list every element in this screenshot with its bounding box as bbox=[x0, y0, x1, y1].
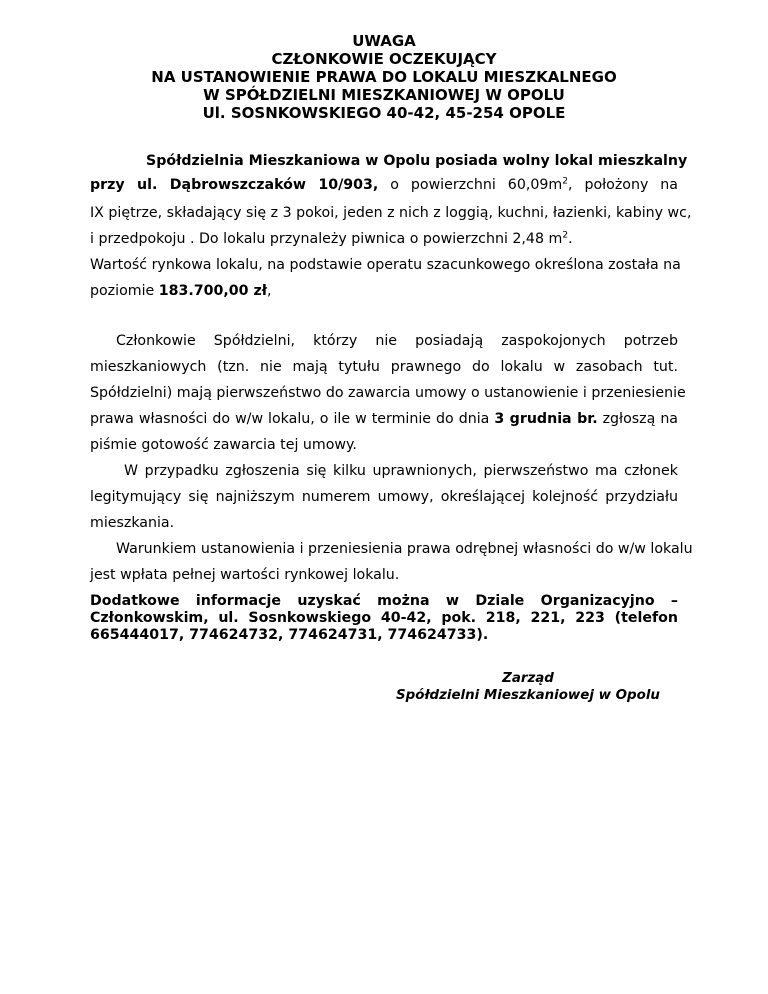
basement-sup: 2 bbox=[562, 230, 569, 241]
condition-text-2: jest wpłata pełnej wartości rynkowej lokalu. bbox=[90, 567, 400, 583]
members-line-4 bbox=[90, 410, 678, 428]
flat-address: przy ul. Dąbrowszczaków 10/903, bbox=[90, 177, 379, 193]
info-text-3: 665444017, 774624732, 774624731, 774624733). bbox=[90, 627, 489, 643]
deadline-date: 3 grudnia br. bbox=[494, 411, 598, 427]
value-prefix: poziomie bbox=[90, 283, 155, 299]
intro-line-2 bbox=[90, 176, 678, 194]
condition-line-1 bbox=[116, 540, 693, 558]
condition-text-1: Warunkiem ustanowienia i przeniesienia prawa odrębnej własności do w/w lokalu bbox=[116, 541, 693, 557]
members-text-1: Członkowie Spółdzielni, którzy nie posiadają zaspokojonych potrzeb bbox=[116, 333, 678, 349]
priority-text-1: W przypadku zgłoszenia się kilku uprawnionych, pierwszeństwo ma członek bbox=[124, 463, 678, 479]
signature-org: Spółdzielni Mieszkaniowej w Opolu bbox=[396, 688, 660, 703]
value-end: , bbox=[266, 283, 272, 299]
signature-title: Zarząd bbox=[502, 671, 554, 686]
heading-line-2: CZŁONKOWIE OCZEKUJĄCY bbox=[271, 50, 497, 68]
heading-line-5: Ul. SOSNKOWSKIEGO 40-42, 45-254 OPOLE bbox=[202, 104, 566, 122]
basement-end: . bbox=[568, 231, 573, 247]
value-line-2 bbox=[90, 282, 678, 300]
members-text-4a: prawa własności do w/w lokalu, o ile w terminie do dnia bbox=[90, 411, 490, 427]
intro-line-4 bbox=[90, 230, 678, 248]
flat-area-sup: 2 bbox=[562, 176, 568, 187]
heading-title: UWAGA bbox=[352, 32, 416, 50]
members-line-2 bbox=[90, 358, 678, 376]
signature-block bbox=[350, 670, 706, 704]
members-text-4b: zgłoszą na bbox=[602, 411, 679, 427]
heading-line-4: W SPÓŁDZIELNI MIESZKANIOWEJ W OPOLU bbox=[203, 86, 565, 104]
priority-text-3: mieszkania. bbox=[90, 515, 175, 531]
members-line-1 bbox=[116, 332, 678, 350]
members-text-3: Spółdzielni) mają pierwszeństwo do zawarcia umowy o ustanowienie i przeniesienie bbox=[90, 385, 686, 401]
members-text-2: mieszkaniowych (tzn. nie mają tytułu prawnego do lokalu w zasobach tut. bbox=[90, 359, 678, 375]
members-text-5: piśmie gotowość zawarcia tej umowy. bbox=[90, 437, 357, 453]
condition-line-2 bbox=[90, 566, 678, 584]
priority-line-3 bbox=[90, 514, 678, 532]
flat-description: IX piętrze, składający się z 3 pokoi, jeden z nich z loggią, kuchni, łazienki, kabiny wc, bbox=[90, 205, 692, 221]
priority-line-1 bbox=[124, 462, 678, 480]
info-text-1: Dodatkowe informacje uzyskać można w Dziale Organizacyjno – bbox=[90, 593, 678, 609]
intro-line-1 bbox=[146, 152, 688, 170]
info-line-3 bbox=[90, 627, 678, 644]
value-line-1 bbox=[90, 256, 681, 274]
priority-text-2: legitymujący się najniższym numerem umowy, określającej kolejność przydziału bbox=[90, 489, 678, 505]
value-amount: 183.700,00 zł bbox=[158, 283, 267, 299]
intro-lead: Spółdzielnia Mieszkaniowa w Opolu posiada wolny lokal mieszkalny bbox=[146, 153, 688, 169]
value-text: Wartość rynkowa lokalu, na podstawie operatu szacunkowego określona została na bbox=[90, 257, 681, 273]
info-text-2: Członkowskim, ul. Sosnkowskiego 40-42, pok. 218, 221, 223 (telefon bbox=[90, 610, 678, 626]
priority-line-2 bbox=[90, 488, 678, 506]
flat-area-rest: , położony na bbox=[567, 177, 678, 193]
members-line-3 bbox=[90, 384, 686, 402]
basement-text: i przedpokoju . Do lokalu przynależy piwnica o powierzchni 2,48 m bbox=[90, 231, 563, 247]
heading-line-3: NA USTANOWIENIE PRAWA DO LOKALU MIESZKALNEGO bbox=[151, 68, 617, 86]
intro-line-3 bbox=[90, 204, 692, 222]
members-line-5 bbox=[90, 436, 678, 454]
flat-area-text: o powierzchni 60,09m bbox=[390, 177, 563, 193]
notice-heading bbox=[0, 32, 768, 122]
info-line-2 bbox=[90, 610, 678, 627]
info-line-1 bbox=[90, 593, 678, 610]
